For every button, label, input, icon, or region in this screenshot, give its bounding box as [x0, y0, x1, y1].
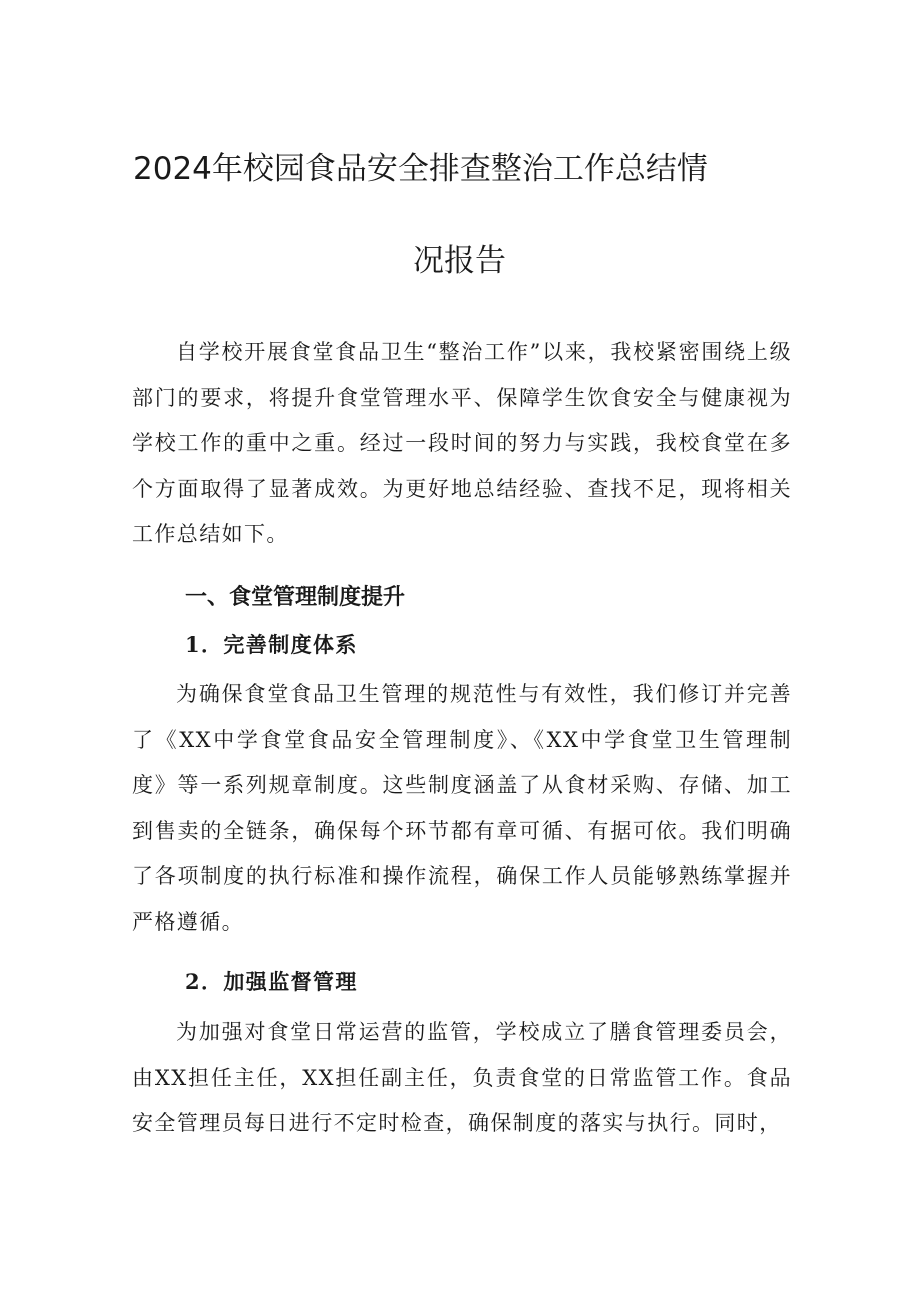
- subsection-heading-1: 1．完善制度体系: [185, 632, 358, 657]
- subsection-1-paragraph: 为确保食堂食品卫生管理的规范性与有效性，我们修订并完善了《XX中学食堂食品安全管理制度》、《XX中学食堂卫生管理制度》等一系列规章制度。这些制度涵盖了从食材采购、存储、加工到售卖的全链条，确保每个环节都有章可循、有据可依。我们明确了各项制度的执行标准和操作流程，确保工作人员能够熟练掌握并严格遵循。: [132, 682, 792, 934]
- document-title-line2: 况报告: [413, 243, 506, 279]
- intro-paragraph: 自学校开展食堂食品卫生“整治工作”以来，我校紧密围绕上级部门的要求，将提升食堂管理水平、保障学生饮食安全与健康视为学校工作的重中之重。经过一段时间的努力与实践，我校食堂在多个方面取得了显著成效。为更好地总结经验、查找不足，现将相关工作总结如下。: [132, 340, 792, 546]
- subsection-2-paragraph: 为加强对食堂日常运营的监管，学校成立了膳食管理委员会，由XX担任主任，XX担任副主任，负责食堂的日常监管工作。食品安全管理员每日进行不定时检查，确保制度的落实与执行。同时，: [132, 1020, 792, 1135]
- document-title-line1: 2024年校园食品安全排查整治工作总结情: [133, 151, 708, 187]
- section-heading-1: 一、食堂管理制度提升: [185, 585, 406, 610]
- subsection-heading-2: 2．加强监督管理: [185, 969, 358, 994]
